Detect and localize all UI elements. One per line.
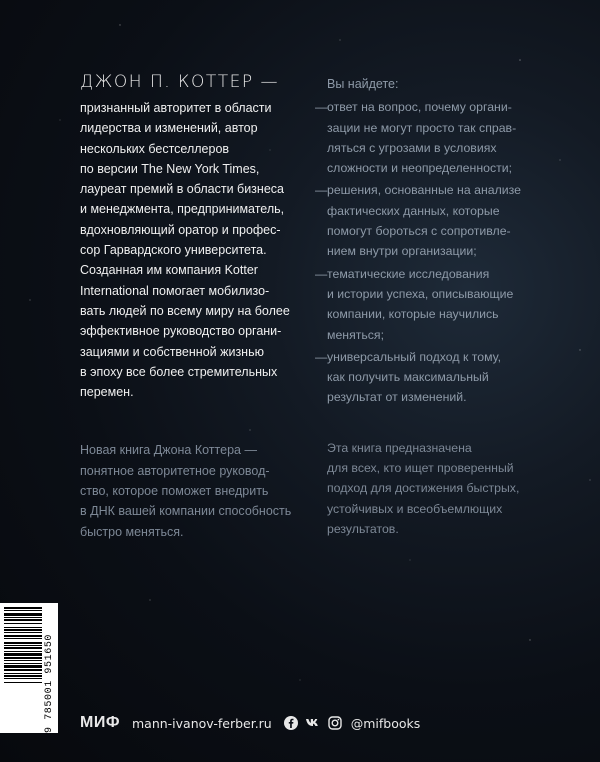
barcode-bar: [4, 682, 42, 683]
barcode-bar: [4, 619, 42, 621]
barcode-bar: [4, 607, 42, 609]
barcode: [0, 603, 58, 733]
features-list: [315, 97, 525, 407]
feature-item: [315, 264, 525, 345]
features-heading: Вы найдете:: [327, 77, 399, 91]
features-column: [315, 74, 525, 539]
barcode-bar: [4, 617, 42, 618]
barcode-bar: [4, 613, 42, 616]
barcode-bar: [4, 673, 42, 674]
barcode-bar: [4, 669, 42, 671]
barcode-bar: [4, 653, 42, 656]
book-blurb: Новая книга Джона Коттера — понятное авторитетное руковод- ство, которое поможет внедрить в ДНК вашей компании способность быстро меняться.: [80, 443, 292, 539]
footer: [80, 712, 420, 734]
social-handle[interactable]: @mifbooks: [350, 715, 421, 731]
dash-bullet: —: [315, 266, 328, 281]
barcode-bar: [4, 660, 42, 661]
feature-text: ответ на вопрос, почему органи- зации не могут просто так справ- ляться с угрозами в условиях сложности и неопределенности;: [327, 100, 517, 176]
barcode-bar: [4, 629, 42, 631]
barcode-bar: [4, 675, 42, 677]
feature-text: тематические исследования и истории успеха, описывающие компании, которые научились меняться;: [327, 266, 514, 342]
dash-bullet: —: [315, 183, 328, 198]
dash-bullet: —: [315, 100, 328, 115]
barcode-bar: [4, 651, 42, 652]
facebook-icon[interactable]: [284, 716, 298, 730]
website-link[interactable]: mann-ivanov-ferber.ru: [131, 715, 272, 731]
audience-note: Эта книга предназначена для всех, кто ищет проверенный подход для достижения быстрых, устойчивых и всеобъемлющих результатов.: [327, 440, 520, 536]
barcode-bar: [4, 645, 42, 646]
author-name: ДЖОН П. КОТТЕР —: [80, 72, 280, 92]
barcode-bar: [4, 623, 42, 624]
barcode-bar: [4, 663, 42, 664]
barcode-bar: [4, 642, 42, 644]
dash-bullet: —: [315, 349, 328, 364]
barcode-bar: [4, 678, 42, 679]
barcode-bar: [4, 632, 42, 633]
feature-text: решения, основанные на анализе фактических данных, которые помогут бороться с сопротивле- нием внутри организации;: [327, 183, 521, 259]
barcode-bar: [4, 638, 42, 639]
barcode-bar: [4, 665, 42, 668]
barcode-bars: [0, 603, 44, 733]
feature-item: [315, 180, 525, 261]
barcode-bar: [4, 610, 42, 611]
feature-item: [315, 347, 525, 408]
feature-text: универсальный подход к тому, как получить максимальный результат от изменений.: [327, 349, 501, 405]
feature-item: [315, 97, 525, 178]
barcode-bar: [4, 627, 42, 628]
vk-icon[interactable]: [305, 718, 321, 728]
author-bio: признанный авторитет в области лидерства и изменений, автор нескольких бестселлеров по версии The New York Times, лауреат премий в области бизнеса и менеджмента, предприниматель, вдохновляющий оратор и профес- сор Гарвардского университета. Созданная им компания Kotter International помогает мобилизо- вать людей по всему миру на более эффективное руководство органи- зациями и собственной жизнью в эпоху все более стремительных перемен.: [80, 101, 290, 400]
barcode-bar: [4, 647, 42, 649]
instagram-icon[interactable]: [328, 716, 342, 730]
isbn-number: 9 785001 951650: [44, 633, 55, 733]
barcode-bar: [4, 657, 42, 659]
barcode-bar: [4, 635, 42, 637]
author-column: [80, 70, 300, 542]
publisher-logo: МИФ: [80, 714, 120, 731]
